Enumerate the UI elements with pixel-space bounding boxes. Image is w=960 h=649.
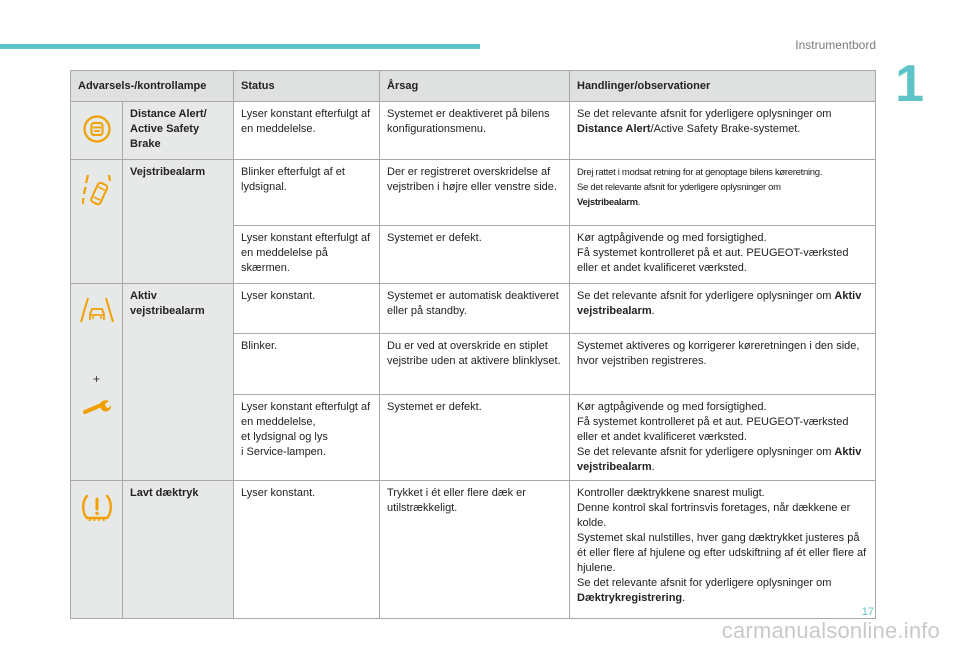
- status-cell: Lyser konstant.: [234, 481, 380, 619]
- action-bold: Distance Alert: [577, 123, 651, 135]
- action-cell: [570, 160, 876, 226]
- lamp-name: Lavt dæktryk: [123, 481, 234, 619]
- table-row: [71, 160, 876, 226]
- status-cell: Blinker.: [234, 334, 380, 395]
- action-cell: [570, 226, 876, 284]
- action-cell: [570, 481, 876, 619]
- action-cell: [570, 284, 876, 334]
- table-row: [71, 102, 876, 160]
- section-title: Instrumentbord: [795, 38, 876, 52]
- action-text: Se det relevante afsnit for yderligere oplysninger om: [577, 108, 832, 120]
- action-bold: Aktiv vejstribealarm: [577, 446, 862, 473]
- status-text: i Service-lampen.: [241, 446, 326, 458]
- action-text-end: .: [682, 592, 686, 604]
- watermark: carmanualsonline.info: [721, 618, 940, 643]
- service-wrench-icon: [82, 397, 112, 417]
- action-text-end: .: [651, 461, 655, 473]
- action-cell: [570, 102, 876, 160]
- cause-cell: Du er ved at overskride en stiplet vejstribe uden at aktivere blinklyset.: [380, 334, 570, 395]
- status-cell: Lyser konstant.: [234, 284, 380, 334]
- status-cell: Lyser konstant efterfulgt af en meddelelse.: [234, 102, 380, 160]
- status-text: et lydsignal og lys: [241, 431, 328, 443]
- action-text: Kør agtpågivende og med forsigtighed.: [577, 401, 767, 413]
- action-bold: Aktiv vejstribealarm: [577, 290, 862, 317]
- action-text: Systemet skal nulstilles, hver gang dæktrykket justeres på ét eller flere af hjulene og efter udskiftning af ét eller flere af hjulene.: [577, 532, 867, 574]
- status-cell: Blinker efterfulgt af et lydsignal.: [234, 160, 380, 226]
- lamp-icon-cell: [71, 160, 123, 284]
- action-text: Se det relevante afsnit for yderligere oplysninger om: [577, 290, 835, 302]
- cause-cell: Systemet er automatisk deaktiveret eller på standby.: [380, 284, 570, 334]
- status-cell: [234, 395, 380, 481]
- status-cell: Lyser konstant efterfulgt af en meddelelse på skærmen.: [234, 226, 380, 284]
- lamp-icon-cell: [71, 481, 123, 619]
- cause-cell: Der er registreret overskridelse af vejstriben i højre eller venstre side.: [380, 160, 570, 226]
- active-lane-icon: [80, 296, 114, 324]
- cause-cell: Systemet er deaktiveret på bilens konfigurationsmenu.: [380, 102, 570, 160]
- action-text: Få systemet kontrolleret på et aut. PEUGEOT-værksted eller et andet kvalificeret værksted.: [577, 416, 849, 443]
- action-text: Denne kontrol skal fortrinsvis foretages, når dækkene er kolde.: [577, 502, 851, 529]
- action-text: Drej rattet i modsat retning for at genoptage bilens køreretning.: [577, 167, 823, 178]
- lamp-name: Aktiv vejstribealarm: [123, 284, 234, 481]
- action-text-end: .: [637, 197, 641, 208]
- action-bold: Vejstribealarm: [577, 197, 638, 208]
- cause-cell: Trykket i ét eller flere dæk er utilstrækkeligt.: [380, 481, 570, 619]
- table-header-row: [71, 71, 876, 102]
- table-row: [71, 481, 876, 619]
- page-number: 17: [861, 606, 874, 618]
- top-accent-bar: [0, 44, 480, 49]
- table-row: [71, 284, 876, 334]
- distance-alert-icon: [82, 114, 112, 144]
- warning-lamps-table: [70, 70, 876, 619]
- lamp-name: Vejstribealarm: [123, 160, 234, 284]
- action-text: Se det relevante afsnit for yderligere oplysninger om: [577, 446, 835, 458]
- lamp-icon-cell: [71, 102, 123, 160]
- lamp-icon-cell: [71, 284, 123, 481]
- action-cell: Systemet aktiveres og korrigerer køreretningen i den side, hvor vejstriben registreres.: [570, 334, 876, 395]
- action-bold: Dæktrykregistrering: [577, 592, 683, 604]
- column-header-cause: Årsag: [380, 71, 570, 102]
- lane-departure-icon: [82, 172, 112, 212]
- action-cell: [570, 395, 876, 481]
- action-text: Få systemet kontrolleret på et aut. PEUGEOT-værksted eller et andet kvalificeret værksted.: [577, 247, 849, 274]
- action-text: Kontroller dæktrykkene snarest muligt.: [577, 487, 765, 499]
- lamp-name: Distance Alert/ Active Safety Brake: [123, 102, 234, 160]
- column-header-actions: Handlinger/observationer: [570, 71, 876, 102]
- action-text-end: /Active Safety Brake-systemet.: [650, 123, 801, 135]
- action-text: Se det relevante afsnit for yderligere oplysninger om: [577, 182, 781, 193]
- action-text-end: .: [651, 305, 655, 317]
- tyre-pressure-icon: [81, 493, 113, 523]
- action-text: Kør agtpågivende og med forsigtighed.: [577, 232, 767, 244]
- chapter-number: 1: [895, 55, 924, 113]
- cause-cell: Systemet er defekt.: [380, 226, 570, 284]
- plus-sign: +: [92, 372, 100, 386]
- cause-cell: Systemet er defekt.: [380, 395, 570, 481]
- column-header-lamp: Advarsels-/kontrollampe: [71, 71, 234, 102]
- column-header-status: Status: [234, 71, 380, 102]
- action-text: Se det relevante afsnit for yderligere oplysninger om: [577, 577, 832, 589]
- status-text: Lyser konstant efterfulgt af en meddelelse,: [241, 401, 371, 428]
